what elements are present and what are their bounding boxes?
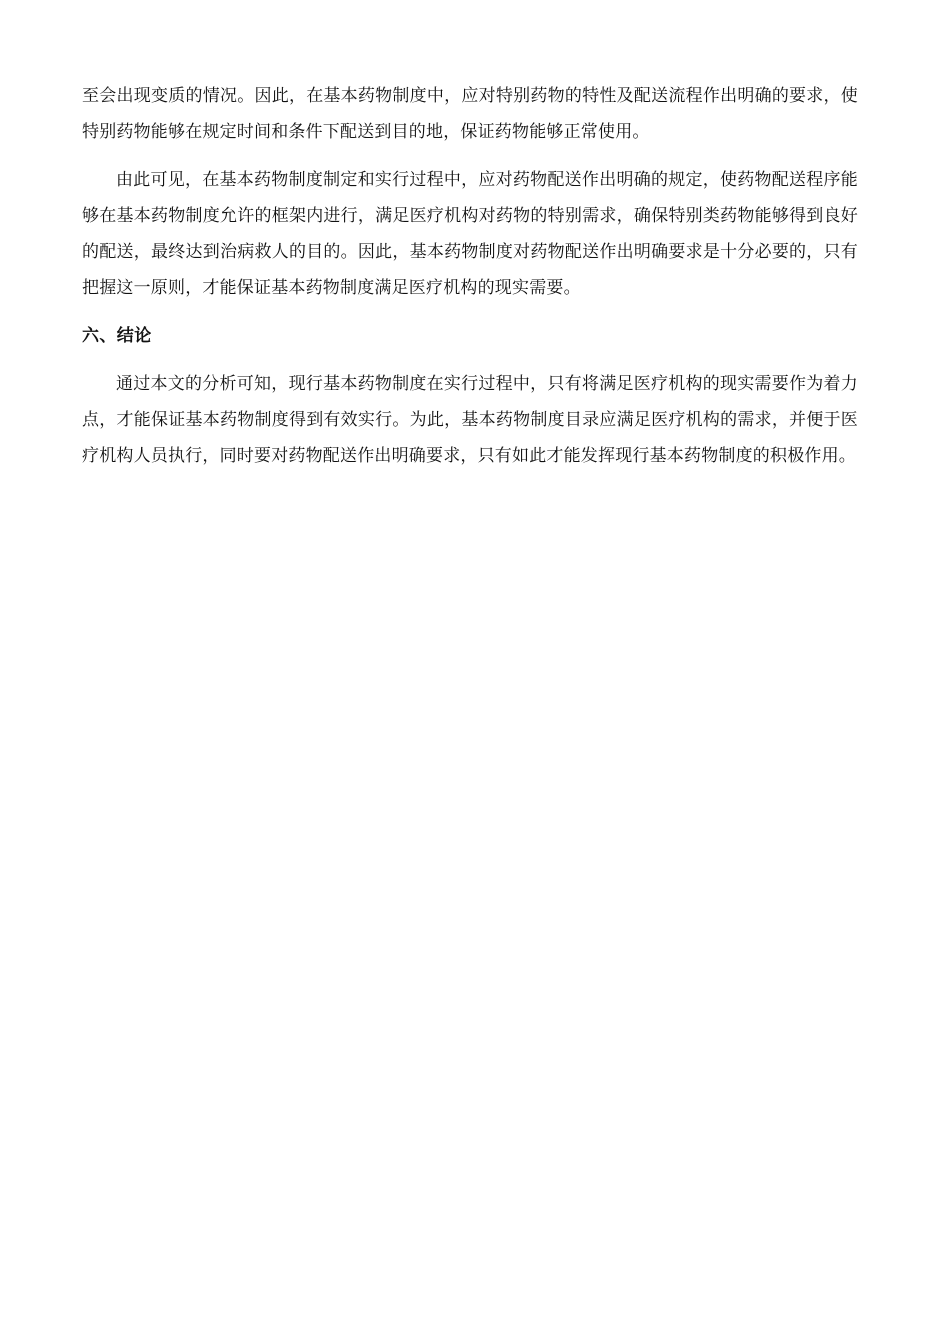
paragraph-drug-distribution: 由此可见，在基本药物制度制定和实行过程中，应对药物配送作出明确的规定，使药物配送程序能够在基本药物制度允许的框架内进行，满足医疗机构对药物的特别需求，确保特别类药物能够得到良好的配送，最终达到治病救人的目的。因此，基本药物制度对药物配送作出明确要求是十分必要的，只有把握这一原则，才能保证基本药物制度满足医疗机构的现实需要。 [82,170,858,298]
paragraph-conclusion: 通过本文的分析可知，现行基本药物制度在实行过程中，只有将满足医疗机构的现实需要作为着力点，才能保证基本药物制度得到有效实行。为此，基本药物制度目录应满足医疗机构的需求，并便于医疗机构人员执行，同时要对药物配送作出明确要求，只有如此才能发挥现行基本药物制度的积极作用。 [82,374,858,466]
heading-spacer [82,354,858,366]
document-body [82,78,858,474]
paragraph-continued: 至会出现变质的情况。因此，在基本药物制度中，应对特别药物的特性及配送流程作出明确的要求，使特别药物能够在规定时间和条件下配送到目的地，保证药物能够正常使用。 [82,86,858,142]
section-spacer [82,306,858,318]
paragraph-spacer [82,150,858,162]
section-heading-conclusion: 六、结论 [82,326,152,346]
